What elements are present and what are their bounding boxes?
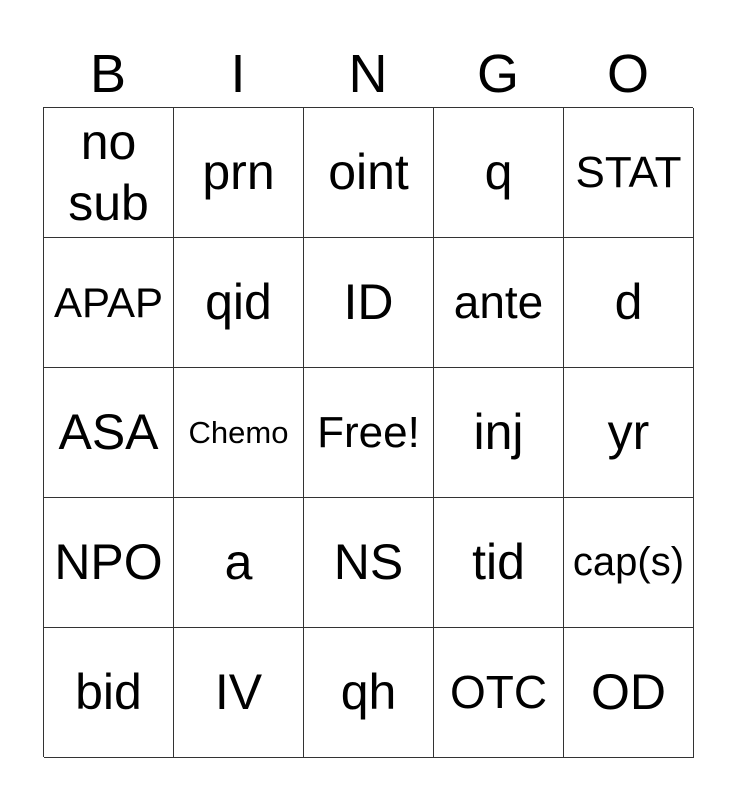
- header-letter-g: G: [476, 44, 519, 104]
- free-space-cell[interactable]: [304, 368, 434, 498]
- cell-label: ID: [343, 274, 394, 330]
- cell-label: bid: [75, 664, 142, 720]
- bingo-cell[interactable]: [174, 498, 304, 628]
- cell-label: NS: [333, 534, 404, 590]
- bingo-cell[interactable]: [174, 368, 304, 498]
- bingo-cell[interactable]: [564, 238, 694, 368]
- bingo-cell[interactable]: [44, 628, 174, 758]
- bingo-cell[interactable]: [304, 238, 434, 368]
- bingo-cell[interactable]: [564, 368, 694, 498]
- cell-label: qh: [340, 664, 397, 720]
- bingo-cell[interactable]: [44, 108, 174, 238]
- cell-label: inj: [473, 404, 524, 460]
- bingo-cell[interactable]: [434, 628, 564, 758]
- header-letter-n: N: [348, 44, 388, 104]
- bingo-cell[interactable]: [434, 368, 564, 498]
- cell-label: APAP: [54, 278, 163, 326]
- bingo-cell[interactable]: [174, 238, 304, 368]
- header-letter-b: B: [89, 44, 127, 104]
- bingo-cell[interactable]: [564, 108, 694, 238]
- header-letter-i: I: [230, 44, 246, 104]
- cell-label: Chemo: [188, 414, 289, 450]
- cell-label: Free!: [317, 407, 420, 457]
- cell-label: OD: [591, 664, 666, 720]
- cell-label: ASA: [58, 404, 159, 460]
- cell-label: OTC: [449, 666, 548, 719]
- bingo-header: [43, 40, 693, 108]
- bingo-card: [43, 107, 693, 757]
- bingo-cell[interactable]: [174, 628, 304, 758]
- cell-label: qid: [205, 274, 272, 330]
- cell-label: prn: [202, 144, 275, 200]
- cell-label: cap(s): [572, 540, 685, 585]
- cell-label: STAT: [575, 147, 682, 197]
- cell-label: d: [614, 274, 643, 330]
- bingo-cell[interactable]: [44, 238, 174, 368]
- bingo-cell[interactable]: [174, 108, 304, 238]
- bingo-cell[interactable]: [434, 498, 564, 628]
- bingo-cell[interactable]: [564, 498, 694, 628]
- header-letter-o: O: [606, 44, 649, 104]
- bingo-cell[interactable]: [304, 498, 434, 628]
- cell-label: ante: [453, 276, 544, 329]
- cell-label: NPO: [54, 534, 163, 590]
- cell-label: yr: [607, 404, 650, 460]
- bingo-cell[interactable]: [564, 628, 694, 758]
- bingo-cell[interactable]: [44, 498, 174, 628]
- cell-label: tid: [472, 534, 525, 590]
- bingo-cell[interactable]: [434, 108, 564, 238]
- bingo-cell[interactable]: [434, 238, 564, 368]
- cell-label: a: [224, 534, 253, 590]
- cell-label: no sub: [68, 113, 149, 231]
- bingo-cell[interactable]: [304, 108, 434, 238]
- bingo-cell[interactable]: [304, 628, 434, 758]
- cell-label: IV: [214, 664, 263, 720]
- cell-label: oint: [328, 144, 409, 200]
- cell-label: q: [484, 144, 513, 200]
- bingo-cell[interactable]: [44, 368, 174, 498]
